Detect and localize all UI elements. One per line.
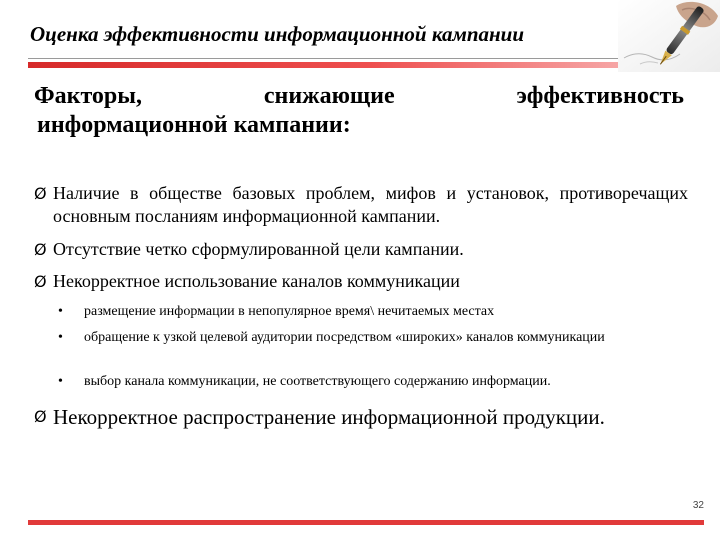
- footer-accent-bar: [28, 520, 704, 525]
- heading-word: эффективность: [516, 83, 684, 109]
- bullet-item: [34, 270, 688, 293]
- arrow-bullet-icon: Ø: [34, 184, 47, 203]
- bullet-dot-icon: •: [58, 374, 63, 389]
- bullet-text: Наличие в обществе базовых проблем, мифов и установок, противоречащих основным посланиям информационной кампании.: [53, 183, 688, 226]
- sub-bullet-item: [58, 329, 688, 346]
- heading-line-2: информационной кампании:: [37, 112, 351, 138]
- page-number: 32: [692, 500, 704, 511]
- bullet-dot-icon: •: [58, 304, 63, 319]
- bullet-text: Отсутствие четко сформулированной цели кампании.: [53, 239, 464, 259]
- sub-bullet-text: выбор канала коммуникации, не соответствующего содержанию информации.: [84, 374, 551, 389]
- sub-bullet-item: [58, 303, 688, 320]
- heading-word: Факторы,: [34, 83, 142, 109]
- bullet-dot-icon: •: [58, 330, 63, 345]
- bullet-item: [34, 238, 688, 261]
- bullet-text: Некорректное использование каналов коммуникации: [53, 271, 460, 291]
- heading-word: снижающие: [263, 83, 395, 109]
- bullet-item: [34, 182, 688, 228]
- arrow-bullet-icon: Ø: [34, 407, 47, 426]
- sub-bullet-text: размещение информации в непопулярное время\ нечитаемых местах: [84, 304, 495, 319]
- title-underline: [28, 58, 652, 59]
- sub-bullet-text: обращение к узкой целевой аудитории посредством «широких» каналов коммуникации: [84, 330, 605, 345]
- arrow-bullet-icon: Ø: [34, 240, 47, 259]
- bullet-item: [34, 404, 688, 430]
- bullet-text: Некорректное распространение информационной продукции.: [53, 405, 605, 429]
- section-heading: [34, 82, 684, 140]
- slide-title: Оценка эффективности информационной кампании: [30, 22, 525, 46]
- arrow-bullet-icon: Ø: [34, 272, 47, 291]
- title-accent-bar: [28, 62, 652, 68]
- pen-icon: [618, 0, 720, 72]
- sub-bullet-item: [58, 373, 688, 390]
